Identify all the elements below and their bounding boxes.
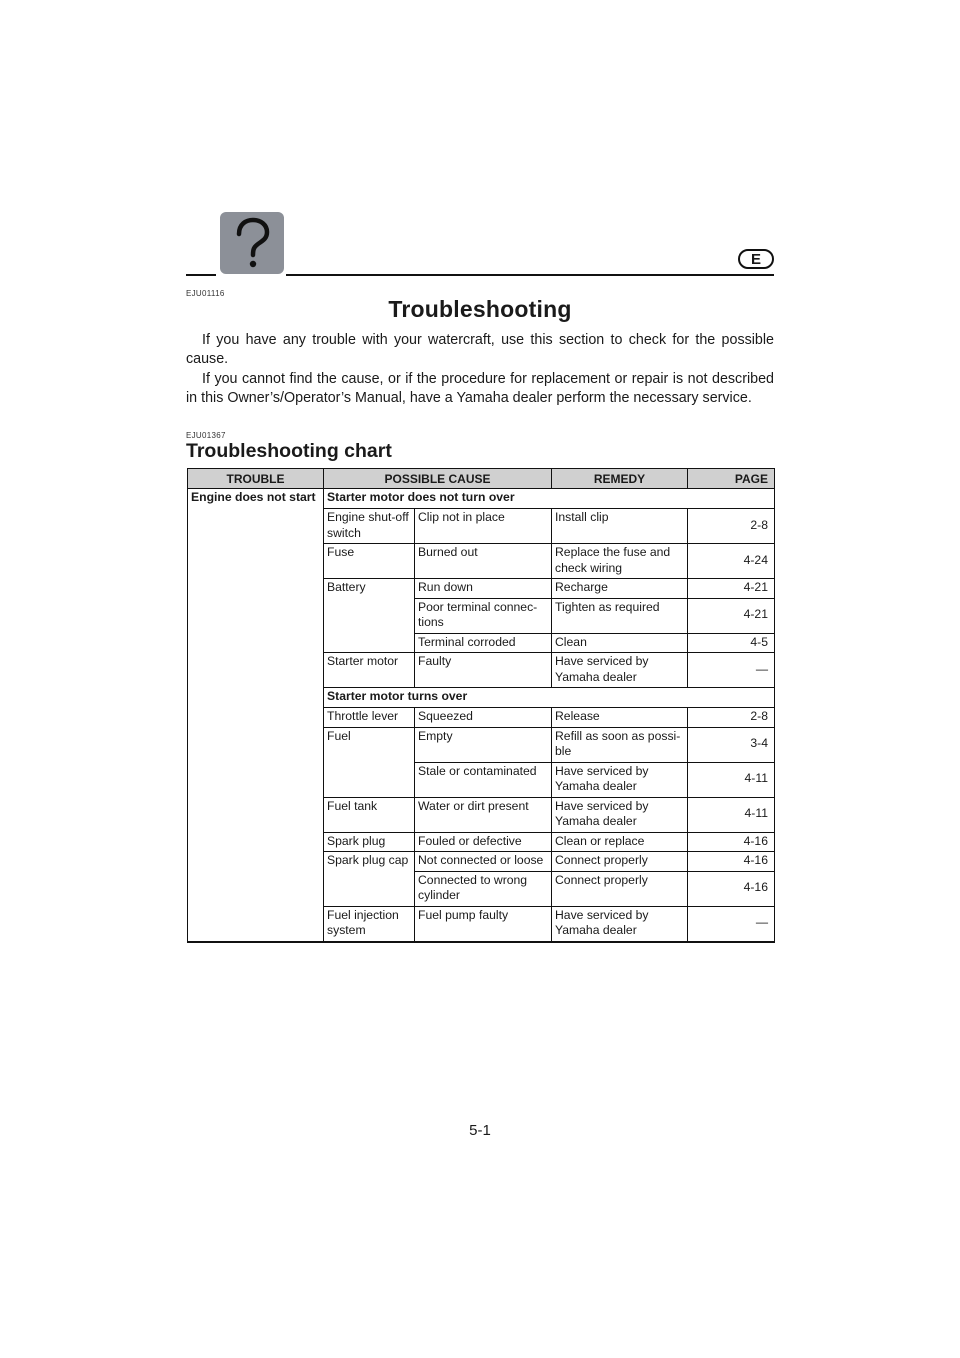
page-cell: 3-4 bbox=[688, 727, 775, 762]
intro-paragraph-1: If you have any trouble with your watercraft, use this section to check for the possible cause. bbox=[186, 332, 774, 367]
page-cell: 4-16 bbox=[688, 871, 775, 906]
page-cell: — bbox=[688, 653, 775, 688]
page-cell: 2-8 bbox=[688, 708, 775, 728]
cause-cell: Burned out bbox=[415, 544, 552, 579]
remedy-cell: Replace the fuse and check wiring bbox=[552, 544, 688, 579]
page-cell: 4-5 bbox=[688, 633, 775, 653]
component-cell: Fuel injection system bbox=[324, 906, 415, 942]
page-cell: 4-11 bbox=[688, 797, 775, 832]
cause-cell: Water or dirt present bbox=[415, 797, 552, 832]
page-cell: 4-16 bbox=[688, 832, 775, 852]
component-cell: Starter motor bbox=[324, 653, 415, 688]
column-header-possible-cause: POSSIBLE CAUSE bbox=[324, 469, 552, 489]
remedy-cell: Clean bbox=[552, 633, 688, 653]
table-header-row bbox=[188, 469, 775, 489]
remedy-cell: Connect properly bbox=[552, 852, 688, 872]
page-cell: 4-21 bbox=[688, 579, 775, 599]
header-rule-left bbox=[186, 274, 216, 276]
cause-cell: Poor terminal connec-tions bbox=[415, 598, 552, 633]
cause-cell: Not connected or loose bbox=[415, 852, 552, 872]
remedy-cell: Have serviced by Yamaha dealer bbox=[552, 653, 688, 688]
component-cell: Fuse bbox=[324, 544, 415, 579]
remedy-cell: Have serviced by Yamaha dealer bbox=[552, 762, 688, 797]
page-cell: 4-16 bbox=[688, 852, 775, 872]
cause-cell: Stale or contaminated bbox=[415, 762, 552, 797]
remedy-cell: Refill as soon as possi-ble bbox=[552, 727, 688, 762]
column-header-remedy: REMEDY bbox=[552, 469, 688, 489]
table-body bbox=[188, 489, 775, 942]
group-heading: Starter motor turns over bbox=[324, 688, 775, 708]
page-cell: — bbox=[688, 906, 775, 942]
cause-cell: Terminal corroded bbox=[415, 633, 552, 653]
page-title: Troubleshooting bbox=[388, 296, 572, 322]
remedy-cell: Install clip bbox=[552, 509, 688, 544]
remedy-cell: Have serviced by Yamaha dealer bbox=[552, 906, 688, 942]
cause-cell: Run down bbox=[415, 579, 552, 599]
cause-cell: Fuel pump faulty bbox=[415, 906, 552, 942]
remedy-cell: Clean or replace bbox=[552, 832, 688, 852]
cause-cell: Clip not in place bbox=[415, 509, 552, 544]
group-heading: Starter motor does not turn over bbox=[324, 489, 775, 509]
section-code: EJU01116 bbox=[186, 289, 225, 298]
table-group-row bbox=[188, 489, 775, 509]
cause-cell: Faulty bbox=[415, 653, 552, 688]
trouble-cell: Engine does not start bbox=[188, 489, 324, 942]
page-cell: 4-24 bbox=[688, 544, 775, 579]
remedy-cell: Release bbox=[552, 708, 688, 728]
component-cell: Throttle lever bbox=[324, 708, 415, 728]
question-mark-icon bbox=[220, 212, 284, 274]
component-cell: Fuel tank bbox=[324, 797, 415, 832]
column-header-page: PAGE bbox=[688, 469, 775, 489]
intro-paragraph-2: If you cannot find the cause, or if the procedure for replacement or repair is not described in this Owner’s/Operator’s Manual, have a Yamaha dealer perform the necessary service. bbox=[186, 371, 774, 406]
component-cell: Spark plug bbox=[324, 832, 415, 852]
cause-cell: Empty bbox=[415, 727, 552, 762]
cause-cell: Fouled or defective bbox=[415, 832, 552, 852]
component-cell: Spark plug cap bbox=[324, 852, 415, 907]
remedy-cell: Have serviced by Yamaha dealer bbox=[552, 797, 688, 832]
page-number: 5-1 bbox=[469, 1122, 491, 1139]
remedy-cell: Connect properly bbox=[552, 871, 688, 906]
header-rule-right bbox=[286, 274, 774, 276]
column-header-trouble: TROUBLE bbox=[188, 469, 324, 489]
language-badge: E bbox=[738, 249, 774, 269]
component-cell: Engine shut-off switch bbox=[324, 509, 415, 544]
component-cell: Battery bbox=[324, 579, 415, 653]
remedy-cell: Tighten as required bbox=[552, 598, 688, 633]
component-cell: Fuel bbox=[324, 727, 415, 797]
page-cell: 4-11 bbox=[688, 762, 775, 797]
cause-cell: Connected to wrong cylinder bbox=[415, 871, 552, 906]
troubleshooting-table bbox=[187, 468, 774, 937]
cause-cell: Squeezed bbox=[415, 708, 552, 728]
page-cell: 2-8 bbox=[688, 509, 775, 544]
chart-section-code: EJU01367 bbox=[186, 431, 226, 440]
page-cell: 4-21 bbox=[688, 598, 775, 633]
remedy-cell: Recharge bbox=[552, 579, 688, 599]
chart-section-title: Troubleshooting chart bbox=[186, 440, 392, 462]
